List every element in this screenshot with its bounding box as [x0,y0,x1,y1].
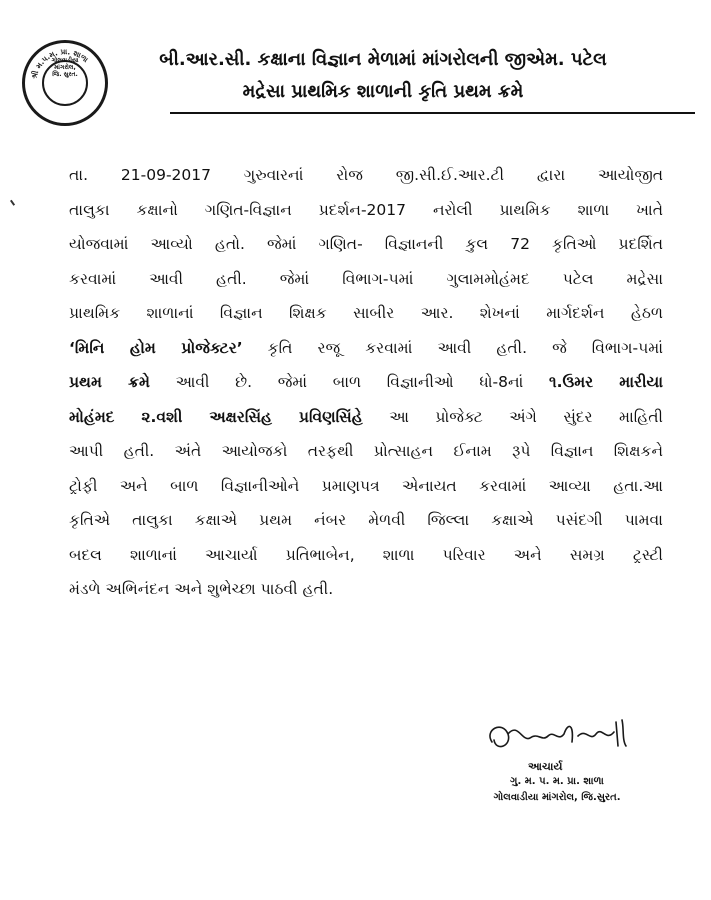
scan-mark [10,196,20,206]
signature-title: આચાર્ય [528,760,563,773]
stamp-center-line-3: જિ. સુરત. [52,71,78,78]
body-line [69,434,663,469]
body-line [69,158,663,193]
body-line [69,469,663,504]
body-text-span: મંડળે અભિનંદન અને શુભેચ્છા પાઠવી હતી. [69,580,334,598]
body-text-span: કૃતિએ તાલુકા કક્ષાએ પ્રથમ નંબર મેળવી જિલ્લા કક્ષાએ પસંદગી પામવા [69,511,663,529]
body-line [69,331,663,366]
body-line [69,262,663,297]
body-line [69,296,663,331]
body-text-span: બદલ શાળાનાં આચાર્યા પ્રતિભાબેન, શાળા પરિવાર અને સમગ્ર ટ્રસ્ટી [69,545,663,564]
body-paragraph [69,158,663,607]
stamp-ring-label: શ્રી મ.પ.મ. પ્રા. શાળા [29,47,91,80]
header-title-line-1: બી.આર.સી. કક્ષાના વિજ્ઞાન મેળામાં માંગરોલની જીએમ. પટેલ [159,49,607,70]
stamp-center-line-2: માંગરોલ, [54,64,76,71]
document-header [95,44,671,108]
body-text-span: ટ્રોફી અને બાળ વિજ્ઞાનીઓને પ્રમાણપત્ર એનાયત કરવામાં આવ્યા હતા.આ [69,476,663,495]
body-line [69,365,663,400]
stamp-center-text [25,57,105,78]
handwritten-signature [482,712,632,762]
body-text-span: પ્રાથમિક શાળાનાં વિજ્ઞાન શિક્ષક સાબીર આર. શેખનાં માર્ગદર્શન હેઠળ [69,304,663,322]
body-bold-text: મોહંમદ ૨.વશી અક્ષરસિંહ પ્રવિણસિંહે [69,407,363,426]
signature-address-line: ગોલવાડીયા માંગરોલ, જિ.સુરત. [493,792,621,803]
signature-school-line: ગુ. મ. પ. મ. પ્રા. શાળા [510,776,604,787]
body-line [69,538,663,573]
body-text-span: આ પ્રોજેક્ટ અંગે સુંદર માહિતી [362,407,663,426]
body-text-span: યોજવામાં આવ્યો હતો. જેમાં ગણિત- વિજ્ઞાનની કુલ 72 કૃતિઓ પ્રદર્શિત [69,235,663,253]
body-line [69,193,663,228]
body-text-span: કરવામાં આવી હતી. જેમાં વિભાગ-૫માં ગુલામમોહંમદ પટેલ મદ્રેસા [69,269,663,288]
body-text-span: તા. 21-09-2017 ગુરુવારનાં રોજ જી.સી.ઈ.આર.ટી દ્વારા આયોજીત [69,166,663,184]
body-text-span: તાલુકા કક્ષાનો ગણિત-વિજ્ઞાન પ્રદર્શન-2017 નરોલી પ્રાથમિક શાળા ખાતે [69,200,663,219]
body-line [69,400,663,435]
body-text-span: આવી છે. જેમાં બાળ વિજ્ઞાનીઓ ધો-8નાં [149,373,549,391]
header-underline [170,112,695,114]
signature-block [462,712,652,812]
body-line [69,227,663,262]
body-text-span: કૃતિ રજૂ કરવામાં આવી હતી. જે વિભાગ-૫માં [242,338,663,357]
stamp-center-line-1: ગોલવાડીયા [51,57,79,64]
body-bold-text: ‘મિનિ હોમ પ્રોજેક્ટર’ [69,338,243,357]
body-line [69,503,663,538]
body-bold-text: ૧.ઉમર મારીયા [549,373,663,391]
header-title-line-2: મદ્રેસા પ્રાથમિક શાળાની કૃતિ પ્રથમ ક્રમે [242,81,524,102]
body-bold-text: પ્રથમ ક્રમે [69,373,150,391]
body-line [69,572,663,607]
body-text-span: આપી હતી. અંતે આયોજકો તરફથી પ્રોત્સાહન ઈનામ રૂપે વિજ્ઞાન શિક્ષકને [69,442,663,460]
